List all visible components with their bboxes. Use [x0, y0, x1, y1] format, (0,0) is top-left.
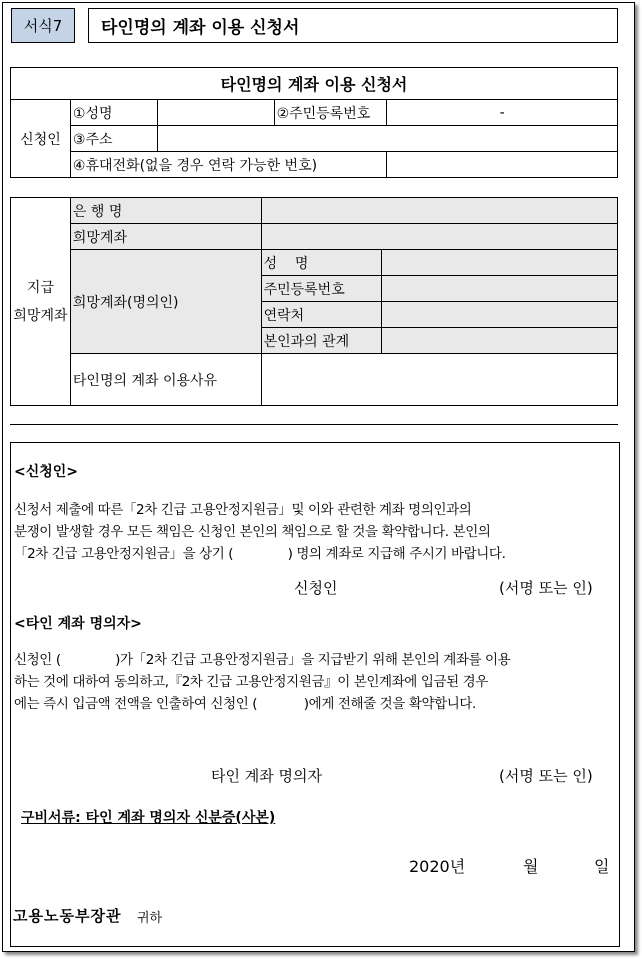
- holder-text-line3: 에는 즉시 입금액 전액을 인출하여 신청인 ( )에게 전해줄 것을 확약합니다.: [14, 696, 476, 712]
- account-number-field[interactable]: [261, 224, 617, 250]
- account-label-line1: 지급: [26, 279, 54, 296]
- holder-text-line1: 신청인 ( )가「2차 긴급 고용안정지원금」을 지급받기 위해 본인의 계좌를 이용: [14, 652, 511, 668]
- date-day: 일: [594, 857, 610, 876]
- holder-relation-label: 본인과의 관계: [261, 328, 382, 354]
- applicant-text-line1: 신청서 제출에 따른「2차 긴급 고용안정지원금」및 이와 관련한 계좌 명의인과의: [14, 502, 472, 518]
- phone-field[interactable]: [387, 152, 618, 178]
- holder-heading: <타인 계좌 명의자>: [14, 616, 142, 632]
- holder-name-label: 성 명: [261, 250, 382, 276]
- page-title: 타인명의 계좌 이용 신청서: [88, 8, 618, 43]
- name-label: ①성명: [70, 100, 157, 126]
- reason-label: 타인명의 계좌 이용사유: [70, 354, 261, 406]
- form-title: 타인명의 계좌 이용 신청서: [11, 68, 618, 100]
- account-number-label: 희망계좌: [70, 224, 261, 250]
- bank-label: 은 행 명: [70, 198, 261, 224]
- holder-rrn-label: 주민등록번호: [261, 276, 382, 302]
- account-section-label: [11, 198, 71, 406]
- applicant-text-line3: 「2차 긴급 고용안정지원금」을 상기 ( ) 명의 계좌로 지급해 주시기 바랍니다.: [14, 546, 506, 562]
- holder-sign-label: 타인 계좌 명의자: [211, 767, 322, 785]
- section-divider: [10, 424, 618, 425]
- holder-contact-label: 연락처: [261, 302, 382, 328]
- applicant-sign-mark: (서명 또는 인): [499, 579, 593, 597]
- rrn-label: ②주민등록번호: [274, 100, 387, 126]
- account-table: [10, 197, 618, 406]
- address-field[interactable]: [157, 126, 617, 152]
- applicant-label: 신청인: [11, 100, 71, 178]
- reason-field[interactable]: [261, 354, 617, 406]
- phone-label: ④휴대전화(없을 경우 연락 가능한 번호): [70, 152, 386, 178]
- account-label-line2: 희망계좌: [13, 307, 68, 324]
- date-year: 2020년: [409, 857, 466, 876]
- bank-field[interactable]: [261, 198, 617, 224]
- account-holder-label: 희망계좌(명의인): [70, 250, 261, 354]
- rrn-field[interactable]: -: [387, 100, 618, 126]
- holder-relation-field[interactable]: [382, 328, 618, 354]
- holder-contact-field[interactable]: [382, 302, 618, 328]
- applicant-heading: <신청인>: [14, 464, 79, 480]
- addressee: 고용노동부장관: [13, 907, 122, 925]
- holder-rrn-field[interactable]: [382, 276, 618, 302]
- name-field[interactable]: [157, 100, 274, 126]
- required-documents: 구비서류: 타인 계좌 명의자 신분증(사본): [21, 810, 276, 826]
- address-label: ③주소: [70, 126, 157, 152]
- holder-text-line2: 하는 것에 대하여 동의하고,『2차 긴급 고용안정지원금』이 본인계좌에 입금된 경우: [14, 674, 488, 690]
- applicant-sign-label: 신청인: [294, 579, 338, 597]
- holder-sign-mark: (서명 또는 인): [499, 767, 593, 785]
- applicant-table: [10, 67, 618, 178]
- addressee-suffix: 귀하: [137, 911, 163, 926]
- form-number-badge: 서식7: [11, 8, 75, 43]
- consent-section: [10, 442, 620, 947]
- date-month: 월: [523, 857, 539, 876]
- holder-name-field[interactable]: [382, 250, 618, 276]
- applicant-text-line2: 분쟁이 발생할 경우 모든 책임은 신청인 본인의 책임으로 할 것을 확약합니다. 본인의: [14, 524, 491, 540]
